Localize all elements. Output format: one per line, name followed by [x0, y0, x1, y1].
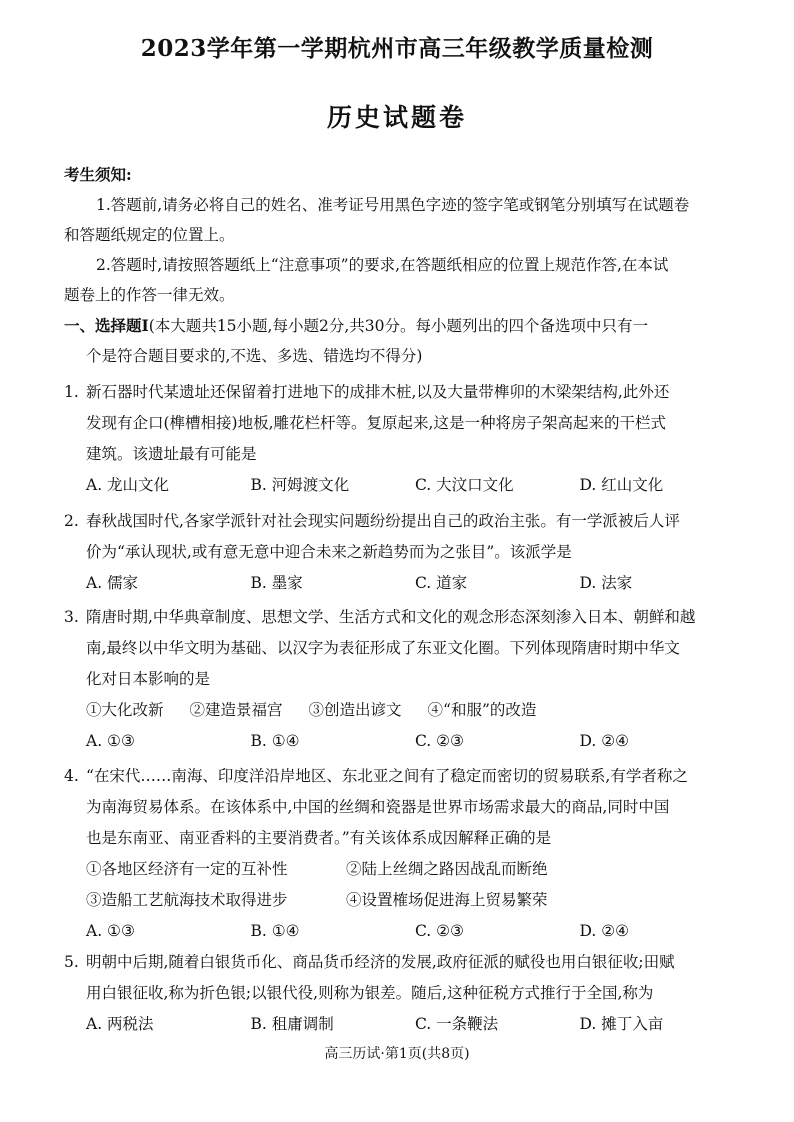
- exam-title: 2023学年第一学期杭州市高三年级教学质量检测: [140, 35, 654, 62]
- question-text-line: 价为“承认现状,或有意无意中迎合未来之新趋势而为之张目”。该派学是: [86, 543, 572, 561]
- candidate-notice: [64, 160, 744, 310]
- question-text-line: 为南海贸易体系。在该体系中,中国的丝绸和瓷器是世界市场需求最大的商品,同时中国: [86, 798, 670, 816]
- option-c[interactable]: C. ②③: [415, 732, 464, 750]
- question-text-line: 也是东南亚、南亚香料的主要消费者。”有关该体系成因解释正确的是: [86, 829, 552, 847]
- section-lead: 一、选择题Ⅰ: [64, 316, 149, 335]
- question-text-line: 发现有企口(榫槽相接)地板,雕花栏杆等。复原起来,这是一种将房子架高起来的干栏式: [86, 414, 666, 432]
- statement-1: ①各地区经济有一定的互补性: [86, 860, 288, 878]
- statement-1: ①大化改新: [86, 701, 164, 719]
- answer-options: [64, 726, 744, 757]
- question-number: 1.: [64, 383, 79, 401]
- section-desc-line-2: 个是符合题目要求的,不选、多选、错选均不得分): [86, 347, 423, 365]
- question-1: [64, 377, 744, 501]
- section-desc-line-1: (本大题共15小题,每小题2分,共30分。每小题列出的四个备选项中只有一: [148, 317, 648, 335]
- answer-options: [64, 568, 744, 599]
- question-text-line: 建筑。该遗址最有可能是: [86, 445, 257, 463]
- question-number: 3.: [64, 608, 79, 626]
- option-d[interactable]: D. 摊丁入亩: [579, 1015, 664, 1033]
- statement-list: [64, 885, 744, 916]
- statement-2: ②陆上丝绸之路因战乱而断绝: [346, 860, 548, 878]
- question-3: [64, 602, 744, 757]
- question-text-line: “在宋代……南海、印度洋沿岸地区、东北亚之间有了稳定而密切的贸易联系,有学者称之: [86, 767, 688, 785]
- question-number: 4.: [64, 767, 79, 785]
- option-d[interactable]: D. 法家: [579, 574, 633, 592]
- option-b[interactable]: B. ①④: [250, 732, 300, 750]
- question-text-line: 隋唐时期,中华典章制度、思想文学、生活方式和文化的观念形态深刻渗入日本、朝鲜和越: [86, 608, 696, 626]
- notice-item-2-line-2: 题卷上的作答一律无效。: [64, 286, 235, 304]
- question-text-line: 南,最终以中华文明为基础、以汉字为表征形成了东亚文化圈。下列体现隋唐时期中华文: [86, 639, 680, 657]
- option-a[interactable]: A. 两税法: [86, 1015, 154, 1033]
- statement-3: ③造船工艺航海技术取得进步: [86, 891, 288, 909]
- option-d[interactable]: D. ②④: [579, 922, 630, 940]
- option-d[interactable]: D. 红山文化: [579, 476, 664, 494]
- option-c[interactable]: C. ②③: [415, 922, 464, 940]
- question-text-line: 新石器时代某遗址还保留着打进地下的成排木桩,以及大量带榫卯的木梁架结构,此外还: [86, 383, 670, 401]
- option-b[interactable]: B. 河姆渡文化: [250, 476, 350, 494]
- option-a[interactable]: A. ①③: [86, 922, 135, 940]
- answer-options: [64, 916, 744, 947]
- option-a[interactable]: A. ①③: [86, 732, 135, 750]
- notice-heading: 考生须知:: [64, 165, 132, 184]
- statement-2: ②建造景福宫: [189, 701, 283, 719]
- answer-options: [64, 470, 744, 501]
- option-a[interactable]: A. 龙山文化: [86, 476, 170, 494]
- option-b[interactable]: B. 租庸调制: [250, 1015, 334, 1033]
- option-b[interactable]: B. 墨家: [250, 574, 303, 592]
- question-text-line: 明朝中后期,随着白银货币化、商品货币经济的发展,政府征派的赋役也用白银征收;田赋: [86, 953, 675, 971]
- option-d[interactable]: D. ②④: [579, 732, 630, 750]
- statement-4: ④“和服”的改造: [427, 701, 537, 719]
- option-c[interactable]: C. 大汶口文化: [415, 476, 514, 494]
- statement-list: [64, 854, 744, 885]
- option-c[interactable]: C. 一条鞭法: [415, 1015, 499, 1033]
- exam-subtitle: 历史试题卷: [326, 103, 467, 132]
- notice-item-1-line-2: 和答题纸规定的位置上。: [64, 226, 235, 244]
- statement-3: ③创造出谚文: [308, 701, 402, 719]
- page-footer: 高三历试·第1页(共8页): [324, 1046, 470, 1062]
- question-5: [64, 947, 744, 1040]
- notice-item-1-line-1: 1.答题前,请务必将自己的姓名、准考证号用黑色字迹的签字笔或钢笔分别填写在试题卷: [96, 196, 690, 214]
- question-number: 2.: [64, 512, 79, 530]
- question-text-line: 春秋战国时代,各家学派针对社会现实问题纷纷提出自己的政治主张。有一学派被后人评: [86, 512, 680, 530]
- question-text-line: 化对日本影响的是: [86, 670, 211, 688]
- question-number: 5.: [64, 953, 79, 971]
- section-heading: [64, 311, 744, 371]
- option-b[interactable]: B. ①④: [250, 922, 300, 940]
- statement-4: ④设置榷场促进海上贸易繁荣: [346, 891, 548, 909]
- question-4: [64, 761, 744, 947]
- option-a[interactable]: A. 儒家: [86, 574, 139, 592]
- option-c[interactable]: C. 道家: [415, 574, 468, 592]
- question-text-line: 用白银征收,称为折色银;以银代役,则称为银差。随后,这种征税方式推行于全国,称为: [86, 984, 654, 1002]
- question-2: [64, 506, 744, 599]
- notice-item-2-line-1: 2.答题时,请按照答题纸上“注意事项”的要求,在答题纸相应的位置上规范作答,在本试: [96, 256, 669, 274]
- statement-list: [64, 695, 744, 726]
- answer-options: [64, 1009, 744, 1040]
